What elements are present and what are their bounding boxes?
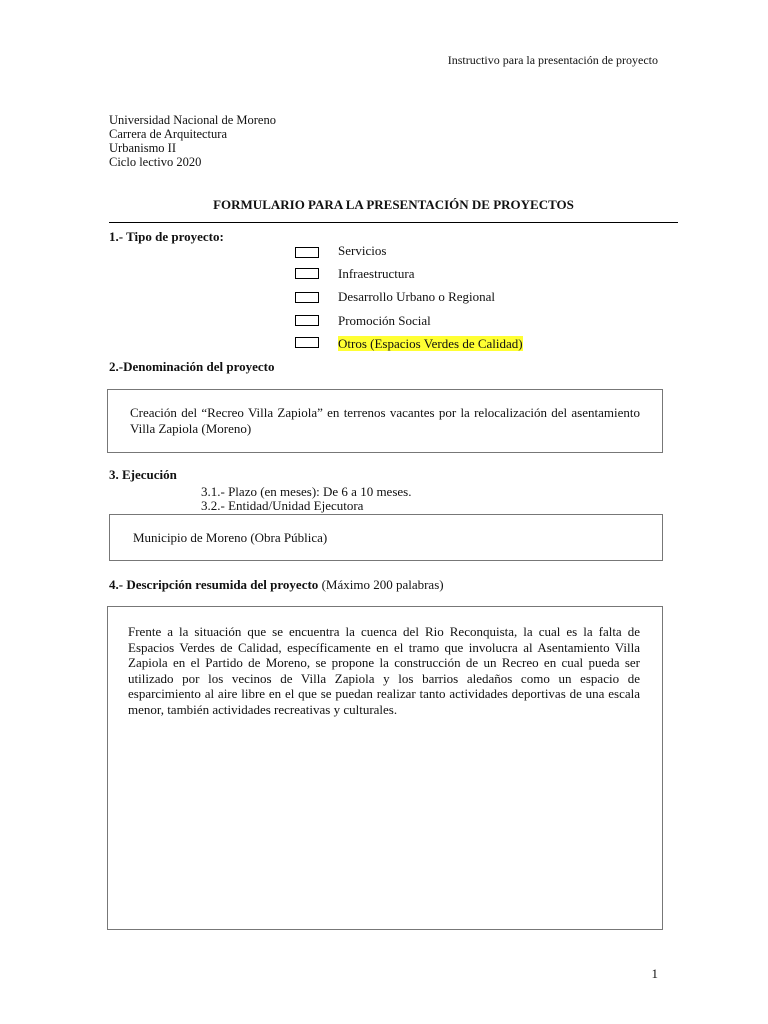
option-label-desarrollo-urbano: Desarrollo Urbano o Regional xyxy=(338,289,496,304)
career-name: Carrera de Arquitectura xyxy=(109,127,227,141)
checkbox-promocion-social[interactable] xyxy=(295,315,319,326)
section4-note: (Máximo 200 palabras) xyxy=(321,577,444,592)
project-name-field[interactable] xyxy=(107,389,663,453)
section2-heading: 2.-Denominación del proyecto xyxy=(109,359,275,374)
entidad-field[interactable] xyxy=(109,514,663,561)
section4-heading-line xyxy=(109,577,444,593)
institution-block xyxy=(109,113,276,169)
checkbox-servicios[interactable] xyxy=(295,247,319,258)
running-header: Instructivo para la presentación de proyecto xyxy=(447,53,658,67)
option-label-otros xyxy=(338,336,523,352)
section3-heading: 3. Ejecución xyxy=(109,467,177,482)
entidad-label: 3.2.- Entidad/Unidad Ejecutora xyxy=(201,498,364,513)
entidad-value: Municipio de Moreno (Obra Pública) xyxy=(133,530,328,545)
checkbox-infraestructura[interactable] xyxy=(295,268,319,279)
option-label-promocion-social: Promoción Social xyxy=(338,313,431,328)
checkbox-otros[interactable] xyxy=(295,337,319,348)
page-number: 1 xyxy=(651,966,658,981)
checkbox-desarrollo-urbano[interactable] xyxy=(295,292,319,303)
subject-name: Urbanismo II xyxy=(109,141,176,155)
form-title: FORMULARIO PARA LA PRESENTACIÓN DE PROYECTOS xyxy=(213,197,574,212)
option-label-servicios: Servicios xyxy=(338,243,387,258)
highlighted-option-text: Otros (Espacios Verdes de Calidad) xyxy=(338,336,523,351)
description-field[interactable] xyxy=(107,606,663,930)
option-label-infraestructura: Infraestructura xyxy=(338,266,415,281)
title-divider xyxy=(109,222,678,223)
plazo-text: 3.1.- Plazo (en meses): De 6 a 10 meses. xyxy=(201,484,412,499)
section4-heading: 4.- Descripción resumida del proyecto xyxy=(109,577,319,592)
section1-heading: 1.- Tipo de proyecto: xyxy=(109,229,224,244)
project-name-value: Creación del “Recreo Villa Zapiola” en terrenos vacantes por la relocalización del asentamiento Villa Zapiola (Moreno) xyxy=(130,405,640,436)
description-value: Frente a la situación que se encuentra la cuenca del Rio Reconquista, la cual es la falta de Espacios Verdes de Calidad, específicamente en el tramo que involucra al Asentamiento Villa Zapiola en el Partido de Moreno, se propone la construcción de un Recreo en cual pueda ser utilizado por los vecinos de Villa Zapiola y los barrios aledaños como un espacio de esparcimiento al aire libre en el que se puedan realizar tanto actividades deportivas de una escala menor, también actividades recreativas y culturales. xyxy=(128,624,640,717)
university-name: Universidad Nacional de Moreno xyxy=(109,113,276,127)
academic-cycle: Ciclo lectivo 2020 xyxy=(109,155,202,169)
